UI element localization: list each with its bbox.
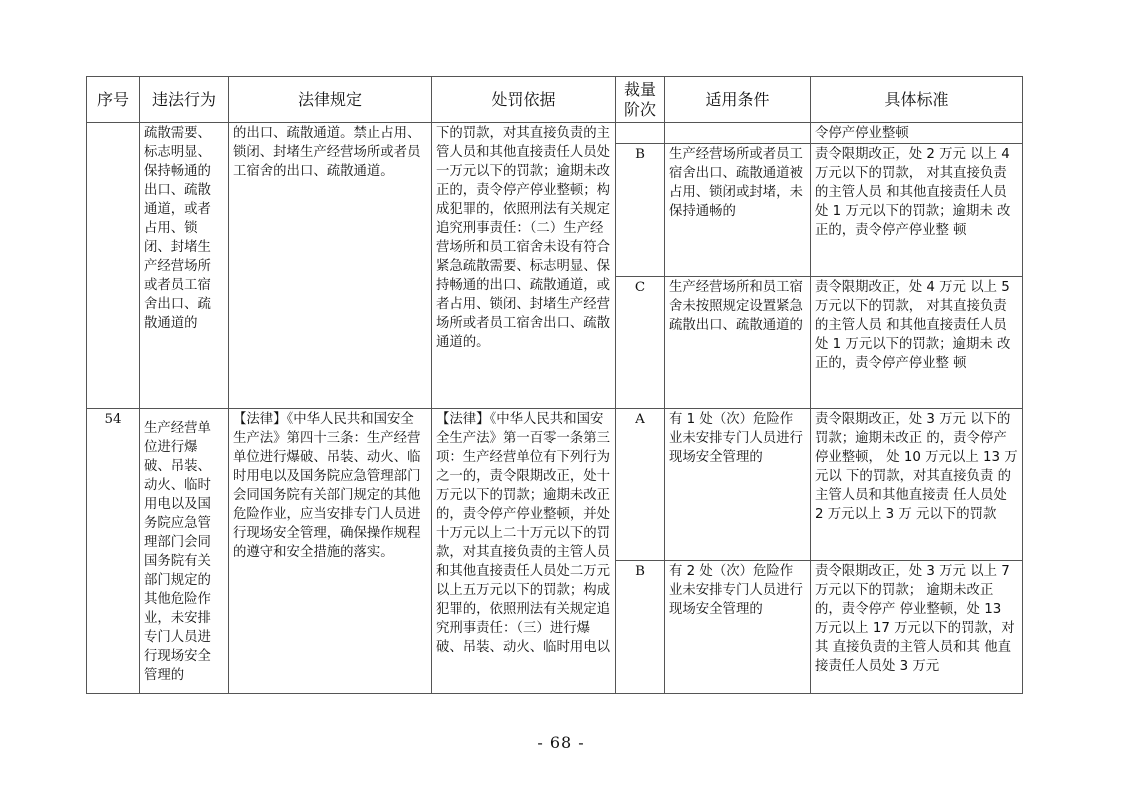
table-row — [87, 409, 1023, 561]
header-law: 法律规定 — [229, 77, 432, 123]
law-cell: 的出口、疏散通道。禁止占用、锁闭、封堵生产经营场所或者员工宿舍的出口、疏散通道。 — [229, 123, 432, 409]
level-cell: B — [616, 144, 665, 277]
penalty-table — [86, 76, 1023, 694]
condition-cell: 生产经营场所和员工宿舍未按照规定设置紧急疏散出口、疏散通道的 — [665, 277, 811, 409]
condition-cell — [665, 123, 811, 144]
header-condition: 适用条件 — [665, 77, 811, 123]
header-number: 序号 — [87, 77, 140, 123]
header-basis: 处罚依据 — [432, 77, 616, 123]
violation-cell: 疏散需要、标志明显、保持畅通的出口、疏散通道，或者占用、锁闭、封堵生产经营场所或者员工宿舍出口、疏散通道的 — [140, 123, 229, 409]
row-number — [87, 123, 140, 409]
standard-cell: 责令限期改正，处 4 万元 以上 5 万元以下的罚款， 对其直接负责的主管人员 和其他直接责任人员处 1 万元以下的罚款；逾期未 改正的，责令停产停业整 顿 — [811, 277, 1023, 409]
header-violation: 违法行为 — [140, 77, 229, 123]
level-cell: C — [616, 277, 665, 409]
standard-cell: 责令限期改正，处 3 万元 以下的罚款；逾期未改正 的，责令停产停业整顿， 处 10 万元以上 13 万元以 下的罚款，对其直接负责 的主管人员和其他直接责 任人员处 2 万元以上 3 万 元以下的罚款 — [811, 409, 1023, 561]
condition-cell: 有 1 处（次）危险作业未安排专门人员进行现场安全管理的 — [665, 409, 811, 561]
standard-cell: 责令限期改正，处 3 万元 以上 7 万元以下的罚款； 逾期未改正的，责令停产 停业整顿，处 13 万元以上 17 万元以下的罚款，对其 直接负责的主管人员和其 他直接责任人员处 3 万元 — [811, 561, 1023, 694]
header-level: 裁量阶次 — [616, 77, 665, 123]
condition-cell: 有 2 处（次）危险作业未安排专门人员进行现场安全管理的 — [665, 561, 811, 694]
header-row — [87, 77, 1023, 123]
page-number: - 68 - — [537, 733, 585, 752]
row-number: 54 — [87, 409, 140, 694]
header-standard: 具体标准 — [811, 77, 1023, 123]
table-row — [87, 123, 1023, 144]
standard-cell: 令停产停业整顿 — [811, 123, 1023, 144]
condition-cell: 生产经营场所或者员工宿舍出口、疏散通道被占用、锁闭或封堵，未保持通畅的 — [665, 144, 811, 277]
law-cell: 【法律】《中华人民共和国安全生产法》第四十三条：生产经营单位进行爆破、吊装、动火、临时用电以及国务院应急管理部门会同国务院有关部门规定的其他危险作业，应当安排专门人员进行现场安全管理，确保操作规程的遵守和安全措施的落实。 — [229, 409, 432, 694]
level-cell — [616, 123, 665, 144]
basis-cell: 【法律】《中华人民共和国安全生产法》第一百零一条第三项：生产经营单位有下列行为之一的，责令限期改正，处十万元以下的罚款；逾期未改正的，责令停产停业整顿，并处十万元以上二十万元以下的罚款，对其直接负责的主管人员和其他直接责任人员处二万元以上五万元以下的罚款；构成犯罪的，依照刑法有关规定追究刑事责任：（三）进行爆破、吊装、动火、临时用电以 — [432, 409, 616, 694]
level-cell: B — [616, 561, 665, 694]
level-cell: A — [616, 409, 665, 561]
violation-cell: 生产经营单位进行爆破、吊装、动火、临时用电以及国务院应急管理部门会同国务院有关部门规定的其他危险作业，未安排专门人员进行现场安全管理的 — [140, 409, 229, 694]
standard-cell: 责令限期改正，处 2 万元 以上 4 万元以下的罚款， 对其直接负责的主管人员 和其他直接责任人员处 1 万元以下的罚款；逾期未 改正的，责令停产停业整 顿 — [811, 144, 1023, 277]
basis-cell: 下的罚款，对其直接负责的主管人员和其他直接责任人员处一万元以下的罚款；逾期未改正的，责令停产停业整顿；构成犯罪的，依照刑法有关规定追究刑事责任：（二）生产经营场所和员工宿舍未设有符合紧急疏散需要、标志明显、保持畅通的出口、疏散通道，或者占用、锁闭、封堵生产经营场所或者员工宿舍出口、疏散通道的。 — [432, 123, 616, 409]
